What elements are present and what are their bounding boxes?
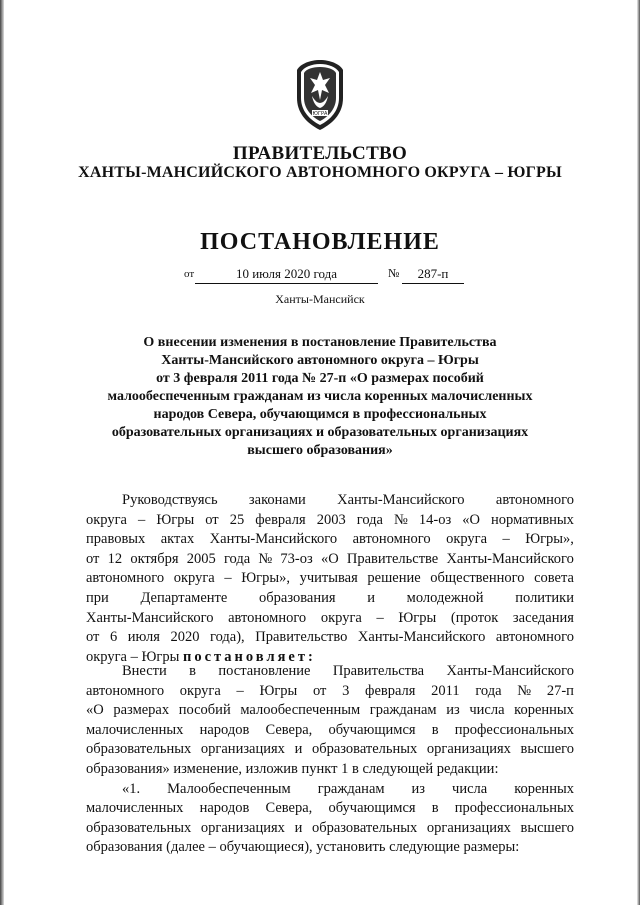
word: –	[138, 511, 146, 528]
word: –	[236, 682, 244, 699]
paragraph-line	[86, 569, 574, 589]
paragraph-line	[86, 701, 574, 721]
word: автономного	[86, 682, 165, 699]
word: от	[86, 550, 100, 567]
word: политики	[515, 589, 574, 606]
city: Ханты-Мансийск	[275, 292, 365, 306]
paragraph-line	[86, 530, 574, 550]
document-number: 287-п	[402, 266, 464, 284]
word: малочисленных	[86, 800, 184, 817]
document-type: ПОСТАНОВЛЕНИЕ	[200, 229, 440, 255]
paragraph-line	[86, 780, 574, 800]
word: образования	[259, 589, 336, 606]
word: Ханты-Мансийского	[337, 492, 465, 508]
word: числа	[452, 780, 488, 797]
paragraph-line	[86, 721, 574, 741]
word: Югры	[156, 511, 195, 528]
word: коренных	[514, 780, 574, 797]
paragraph-amendment	[86, 662, 574, 858]
word: округа	[446, 531, 488, 548]
word: гражданам	[317, 780, 385, 797]
word: малочисленных	[86, 721, 184, 738]
subject-line: Ханты-Мансийского автономного округа – Югры	[161, 353, 479, 368]
word: постановление	[218, 663, 311, 679]
paragraph-line: образования» изменение, изложив пункт 1 в следующей редакции:	[86, 760, 499, 777]
word: образовательных	[311, 819, 418, 836]
word: из	[446, 702, 460, 719]
word: обучающимся	[328, 800, 416, 817]
word: года	[356, 511, 383, 528]
word: Югры	[398, 609, 437, 626]
word: образовательных	[86, 819, 192, 836]
word: профессиональных	[454, 800, 574, 817]
word: из	[411, 780, 426, 797]
word: учитывая	[299, 570, 358, 587]
word: 12	[107, 550, 123, 567]
word: «О	[462, 511, 480, 528]
scan-edge-left	[0, 0, 4, 905]
word: «О	[86, 702, 104, 719]
word: и	[294, 819, 303, 836]
subject-line: от 3 февраля 2011 года № 27-п «О размерах пособий	[156, 371, 484, 386]
word: организациях	[426, 741, 511, 758]
word: Югры»,	[525, 531, 574, 548]
word: округа	[320, 609, 362, 626]
word: числа	[469, 702, 505, 719]
word: размерах	[113, 702, 170, 719]
word: при	[86, 589, 109, 606]
word: №	[394, 511, 408, 528]
word: округа	[86, 511, 127, 528]
word: высшего	[520, 741, 574, 758]
government-title: ПРАВИТЕЛЬСТВО	[232, 143, 408, 164]
word: №	[517, 682, 532, 699]
paragraph-line	[86, 609, 574, 629]
paragraph-line	[86, 511, 574, 531]
word: Ханты-Мансийского	[446, 663, 574, 679]
word: нормативных	[491, 511, 574, 528]
word: округа	[173, 570, 215, 587]
paragraph-line	[86, 799, 574, 819]
word: Правительство	[255, 629, 348, 646]
word: заседания	[512, 609, 574, 626]
word: 2005	[186, 550, 216, 567]
word: Ханты-Мансийского	[446, 550, 574, 567]
word: законами	[248, 492, 306, 508]
subject-line: О внесении изменения в постановление Правительства	[143, 335, 497, 350]
word: 6	[109, 629, 118, 646]
word: Югры»,	[241, 570, 290, 587]
word: организациях	[200, 741, 285, 758]
word: народов	[199, 721, 250, 738]
word: Правительства	[332, 663, 425, 679]
word: организациях	[200, 819, 285, 836]
word: февраля	[365, 682, 416, 699]
word: Севера,	[265, 800, 313, 817]
word: в	[431, 800, 439, 817]
word: –	[376, 609, 384, 626]
word: Внести	[122, 663, 167, 679]
word: Ханты-Мансийского	[357, 629, 486, 646]
word: Правительстве	[346, 550, 439, 567]
word: малообеспеченным	[240, 702, 361, 719]
word: 27-п	[546, 682, 574, 699]
word: от	[86, 629, 100, 646]
word: 73-оз	[280, 550, 313, 567]
word: округа	[179, 682, 221, 699]
word: Ханты-Мансийского	[209, 531, 338, 548]
word: –	[224, 570, 232, 587]
word: автономного	[352, 531, 431, 548]
subject-line: малообеспеченным гражданам из числа коренных малочисленных	[107, 389, 533, 404]
word: года),	[209, 629, 245, 646]
word: 25	[229, 511, 245, 528]
preamble-last-prefix: округа – Югры	[86, 648, 180, 665]
number-label: №	[388, 266, 400, 280]
word: совета	[534, 570, 574, 587]
paragraph-line	[86, 628, 574, 648]
resolution-verb: постановляет:	[182, 648, 316, 665]
word: Югры	[259, 682, 298, 699]
word: в	[431, 721, 439, 738]
word: образовательных	[311, 741, 418, 758]
paragraph-line	[86, 819, 574, 839]
word: «1.	[122, 780, 141, 797]
paragraph-line	[86, 682, 574, 702]
word: высшего	[520, 819, 574, 836]
word: правовых	[86, 531, 146, 548]
word: обучающимся	[328, 721, 416, 738]
subject-line: народов Севера, обучающимся в профессиональных	[153, 407, 487, 422]
document-subject	[90, 334, 550, 460]
word: решение	[367, 570, 421, 587]
paragraph-line	[86, 550, 574, 570]
word: года	[223, 550, 251, 567]
word: Малообеспеченным	[167, 780, 291, 797]
word: автономного	[495, 629, 574, 646]
word: и	[294, 741, 303, 758]
word: молодежной	[406, 589, 484, 606]
word: 3	[342, 682, 350, 699]
word: Департаменте	[140, 589, 228, 606]
region-title: ХАНТЫ-МАНСИЙСКОГО АВТОНОМНОГО ОКРУГА – ЮГРЫ	[78, 164, 562, 181]
word: июля	[127, 629, 160, 646]
word: 2020	[170, 629, 200, 646]
word: 2011	[431, 682, 460, 699]
word: и	[367, 589, 375, 606]
paragraph-line	[86, 491, 574, 511]
coat-of-arms-emblem-icon	[292, 58, 348, 132]
word: от	[312, 682, 327, 699]
word: организациях	[426, 819, 511, 836]
emblem-caption: ЮГРА	[312, 111, 328, 117]
word: профессиональных	[454, 721, 574, 738]
subject-line: высшего образования»	[247, 443, 393, 458]
word: общественного	[430, 570, 525, 587]
word: 2003	[316, 511, 346, 528]
paragraph-line	[86, 740, 574, 760]
word: коренных	[514, 702, 574, 719]
word: 14-оз	[418, 511, 452, 528]
word: от	[205, 511, 219, 528]
word: народов	[199, 800, 250, 817]
word: автономного	[495, 492, 574, 508]
paragraph-line	[86, 662, 574, 682]
paragraph-line: образования (далее – обучающиеся), установить следующие размеры:	[86, 839, 520, 856]
word: Ханты-Мансийского	[86, 609, 214, 626]
subject-line: образовательных организациях и образовательных организациях	[111, 425, 529, 440]
word: автономного	[228, 609, 307, 626]
word: в	[189, 663, 197, 679]
paragraph-preamble	[86, 491, 574, 667]
word: пособий	[178, 702, 231, 719]
word: образовательных	[86, 741, 192, 758]
word: Севера,	[265, 721, 313, 738]
word: (проток	[450, 609, 499, 626]
word: гражданам	[369, 702, 437, 719]
word: февраля	[255, 511, 306, 528]
word: Руководствуясь	[122, 492, 218, 508]
word: «О	[320, 550, 339, 567]
word: октября	[130, 550, 179, 567]
word: автономного	[86, 570, 165, 587]
document-date: 10 июля 2020 года	[195, 266, 378, 284]
word: актах	[160, 531, 195, 548]
from-label: от	[184, 268, 195, 280]
word: –	[502, 531, 510, 548]
word: №	[258, 550, 273, 567]
paragraph-line	[86, 589, 574, 609]
word: года	[475, 682, 502, 699]
